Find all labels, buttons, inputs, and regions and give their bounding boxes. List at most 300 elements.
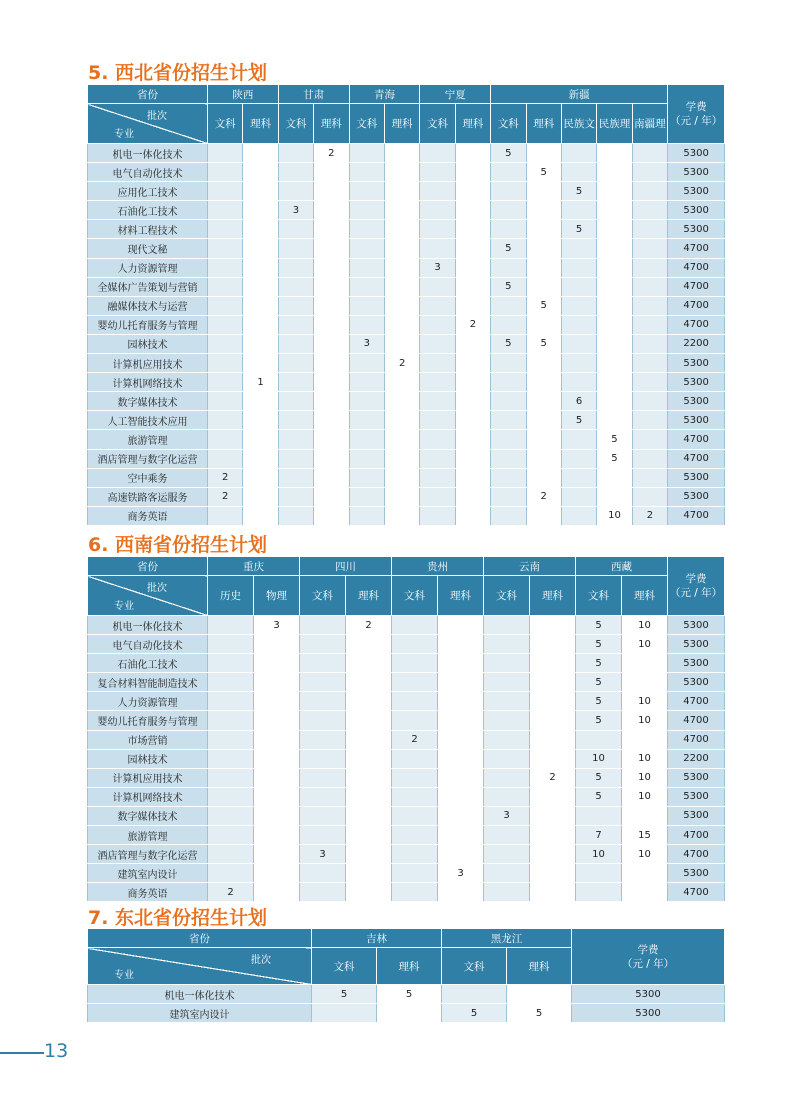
quota-cell bbox=[243, 411, 278, 430]
quota-cell: 5 bbox=[576, 673, 622, 692]
quota-cell bbox=[243, 468, 278, 487]
quota-cell bbox=[384, 334, 419, 353]
quota-cell bbox=[346, 635, 392, 654]
quota-cell bbox=[384, 411, 419, 430]
quota-cell bbox=[392, 845, 438, 864]
table-row bbox=[88, 883, 725, 902]
province-header-row bbox=[88, 557, 725, 576]
table-row bbox=[88, 392, 725, 411]
quota-cell bbox=[597, 220, 632, 239]
quota-cell bbox=[208, 144, 243, 163]
quota-cell bbox=[300, 768, 346, 787]
quota-cell bbox=[243, 220, 278, 239]
quota-cell: 5 bbox=[597, 449, 632, 468]
province-header: 云南 bbox=[484, 557, 576, 576]
quota-cell bbox=[561, 468, 596, 487]
quota-cell bbox=[254, 730, 300, 749]
quota-cell bbox=[632, 315, 667, 334]
quota-cell: 10 bbox=[622, 711, 668, 730]
quota-cell bbox=[346, 654, 392, 673]
table-row bbox=[88, 826, 725, 845]
quota-cell: 5 bbox=[561, 220, 596, 239]
major-name: 机电一体化技术 bbox=[88, 144, 208, 163]
quota-cell: 10 bbox=[622, 616, 668, 635]
quota-cell bbox=[442, 985, 507, 1004]
major-name: 机电一体化技术 bbox=[88, 616, 208, 635]
subject-header: 文科 bbox=[392, 576, 438, 616]
province-header: 黑龙江 bbox=[442, 929, 572, 948]
province-header-row bbox=[88, 929, 725, 948]
tuition-unit: （元 / 年） bbox=[669, 587, 723, 599]
quota-cell bbox=[254, 749, 300, 768]
quota-cell bbox=[420, 468, 455, 487]
quota-cell bbox=[455, 296, 490, 315]
quota-cell: 2 bbox=[455, 315, 490, 334]
quota-cell: 5 bbox=[526, 296, 561, 315]
subject-header: 文科 bbox=[491, 104, 526, 144]
table-row bbox=[88, 845, 725, 864]
table-row bbox=[88, 864, 725, 883]
northeast-plan-table bbox=[87, 928, 725, 1023]
quota-cell bbox=[208, 806, 254, 825]
tuition-cell: 5300 bbox=[668, 806, 725, 825]
section-title-southwest: 6. 西南省份招生计划 bbox=[88, 534, 268, 556]
quota-cell bbox=[392, 768, 438, 787]
quota-cell bbox=[491, 449, 526, 468]
tuition-cell: 5300 bbox=[668, 411, 725, 430]
quota-cell bbox=[420, 201, 455, 220]
quota-cell bbox=[314, 392, 349, 411]
quota-cell bbox=[530, 635, 576, 654]
quota-cell bbox=[484, 635, 530, 654]
major-name: 石油化工技术 bbox=[88, 654, 208, 673]
quota-cell bbox=[392, 864, 438, 883]
quota-cell bbox=[208, 654, 254, 673]
quota-cell bbox=[526, 430, 561, 449]
subject-header: 文科 bbox=[312, 948, 377, 985]
quota-cell bbox=[346, 711, 392, 730]
quota-cell bbox=[597, 277, 632, 296]
province-header: 甘肃 bbox=[278, 85, 349, 104]
quota-cell bbox=[632, 411, 667, 430]
quota-cell bbox=[632, 296, 667, 315]
quota-cell: 3 bbox=[349, 334, 384, 353]
quota-cell bbox=[561, 334, 596, 353]
quota-cell: 5 bbox=[526, 334, 561, 353]
quota-cell bbox=[530, 616, 576, 635]
quota-cell bbox=[384, 277, 419, 296]
province-header: 陕西 bbox=[208, 85, 279, 104]
major-name: 融媒体技术与运营 bbox=[88, 296, 208, 315]
quota-cell bbox=[278, 163, 313, 182]
province-header: 重庆 bbox=[208, 557, 300, 576]
quota-cell bbox=[300, 673, 346, 692]
major-name: 数字媒体技术 bbox=[88, 806, 208, 825]
major-name: 材料工程技术 bbox=[88, 220, 208, 239]
quota-cell: 2 bbox=[632, 506, 667, 525]
quota-cell bbox=[254, 768, 300, 787]
quota-cell bbox=[278, 468, 313, 487]
quota-cell bbox=[392, 826, 438, 845]
quota-cell bbox=[254, 864, 300, 883]
table-row bbox=[88, 277, 725, 296]
quota-cell bbox=[526, 182, 561, 201]
quota-cell bbox=[392, 635, 438, 654]
quota-cell bbox=[392, 711, 438, 730]
quota-cell: 10 bbox=[622, 635, 668, 654]
quota-cell bbox=[254, 806, 300, 825]
province-header: 贵州 bbox=[392, 557, 484, 576]
quota-cell bbox=[632, 220, 667, 239]
quota-cell bbox=[420, 487, 455, 506]
quota-cell bbox=[526, 239, 561, 258]
major-name: 全媒体广告策划与营销 bbox=[88, 277, 208, 296]
quota-cell bbox=[208, 430, 243, 449]
quota-cell bbox=[208, 616, 254, 635]
quota-cell bbox=[349, 373, 384, 392]
major-name: 酒店管理与数字化运营 bbox=[88, 845, 208, 864]
quota-cell bbox=[491, 373, 526, 392]
quota-cell: 5 bbox=[576, 635, 622, 654]
quota-cell bbox=[349, 258, 384, 277]
quota-cell bbox=[491, 506, 526, 525]
major-name: 商务英语 bbox=[88, 883, 208, 902]
quota-cell bbox=[349, 201, 384, 220]
quota-cell bbox=[349, 468, 384, 487]
quota-cell: 3 bbox=[484, 806, 530, 825]
quota-cell: 5 bbox=[576, 692, 622, 711]
quota-cell: 5 bbox=[491, 334, 526, 353]
province-header: 四川 bbox=[300, 557, 392, 576]
quota-cell bbox=[278, 239, 313, 258]
batch-label: 批次 bbox=[147, 583, 167, 594]
quota-cell: 2 bbox=[526, 487, 561, 506]
quota-cell bbox=[632, 430, 667, 449]
table-row bbox=[88, 334, 725, 353]
quota-cell bbox=[346, 673, 392, 692]
quota-cell: 5 bbox=[442, 1004, 507, 1023]
quota-cell bbox=[491, 354, 526, 373]
quota-cell: 2 bbox=[208, 883, 254, 902]
quota-cell bbox=[491, 487, 526, 506]
subject-header: 物理 bbox=[254, 576, 300, 616]
quota-cell bbox=[278, 449, 313, 468]
major-name: 高速铁路客运服务 bbox=[88, 487, 208, 506]
quota-cell bbox=[384, 315, 419, 334]
quota-cell: 10 bbox=[576, 845, 622, 864]
tuition-cell: 4700 bbox=[668, 883, 725, 902]
quota-cell: 2 bbox=[346, 616, 392, 635]
quota-cell: 5 bbox=[561, 182, 596, 201]
quota-cell bbox=[597, 468, 632, 487]
quota-cell bbox=[530, 883, 576, 902]
tuition-cell: 4700 bbox=[668, 430, 725, 449]
quota-cell bbox=[455, 354, 490, 373]
major-name: 建筑室内设计 bbox=[88, 864, 208, 883]
quota-cell bbox=[455, 277, 490, 296]
table-row bbox=[88, 449, 725, 468]
quota-cell bbox=[208, 692, 254, 711]
quota-cell bbox=[491, 163, 526, 182]
quota-cell bbox=[300, 749, 346, 768]
quota-cell bbox=[455, 334, 490, 353]
major-name: 计算机网络技术 bbox=[88, 373, 208, 392]
quota-cell bbox=[484, 711, 530, 730]
quota-cell bbox=[530, 864, 576, 883]
subject-header: 文科 bbox=[300, 576, 346, 616]
quota-cell bbox=[346, 730, 392, 749]
quota-cell bbox=[208, 239, 243, 258]
province-header: 宁夏 bbox=[420, 85, 491, 104]
quota-cell bbox=[314, 258, 349, 277]
quota-cell: 10 bbox=[622, 845, 668, 864]
table-row bbox=[88, 616, 725, 635]
quota-cell bbox=[243, 163, 278, 182]
quota-cell bbox=[278, 220, 313, 239]
quota-cell bbox=[314, 430, 349, 449]
major-name: 计算机网络技术 bbox=[88, 787, 208, 806]
quota-cell bbox=[243, 506, 278, 525]
quota-cell: 5 bbox=[576, 711, 622, 730]
quota-cell bbox=[561, 506, 596, 525]
quota-cell bbox=[208, 201, 243, 220]
quota-cell bbox=[254, 635, 300, 654]
quota-cell: 7 bbox=[576, 826, 622, 845]
quota-cell bbox=[420, 334, 455, 353]
quota-cell bbox=[632, 163, 667, 182]
quota-cell: 2 bbox=[530, 768, 576, 787]
table-row bbox=[88, 182, 725, 201]
quota-cell bbox=[526, 220, 561, 239]
tuition-cell: 4700 bbox=[668, 506, 725, 525]
quota-cell: 5 bbox=[576, 787, 622, 806]
quota-cell bbox=[314, 373, 349, 392]
province-label: 省份 bbox=[88, 557, 208, 576]
quota-cell bbox=[420, 163, 455, 182]
quota-cell bbox=[208, 730, 254, 749]
quota-cell bbox=[208, 787, 254, 806]
quota-cell: 10 bbox=[597, 506, 632, 525]
quota-cell bbox=[243, 392, 278, 411]
quota-cell: 5 bbox=[491, 144, 526, 163]
quota-cell bbox=[530, 845, 576, 864]
table-row bbox=[88, 768, 725, 787]
quota-cell bbox=[622, 883, 668, 902]
table-row bbox=[88, 1004, 725, 1023]
major-name: 旅游管理 bbox=[88, 826, 208, 845]
page-number: 13 bbox=[44, 1040, 69, 1062]
quota-cell bbox=[254, 654, 300, 673]
quota-cell bbox=[632, 182, 667, 201]
quota-cell: 6 bbox=[561, 392, 596, 411]
quota-cell bbox=[420, 182, 455, 201]
quota-cell bbox=[597, 315, 632, 334]
quota-cell bbox=[526, 144, 561, 163]
quota-cell bbox=[314, 163, 349, 182]
batch-label: 批次 bbox=[251, 955, 271, 966]
quota-cell bbox=[622, 864, 668, 883]
major-name: 空中乘务 bbox=[88, 468, 208, 487]
quota-cell bbox=[384, 239, 419, 258]
quota-cell bbox=[530, 692, 576, 711]
quota-cell bbox=[208, 768, 254, 787]
quota-cell bbox=[597, 392, 632, 411]
quota-cell: 2 bbox=[384, 354, 419, 373]
quota-cell bbox=[349, 296, 384, 315]
tuition-cell: 5300 bbox=[668, 182, 725, 201]
quota-cell: 5 bbox=[491, 277, 526, 296]
table-row bbox=[88, 258, 725, 277]
quota-cell bbox=[243, 487, 278, 506]
quota-cell bbox=[384, 392, 419, 411]
quota-cell bbox=[484, 883, 530, 902]
quota-cell bbox=[384, 163, 419, 182]
quota-cell bbox=[597, 239, 632, 258]
quota-cell bbox=[278, 487, 313, 506]
tuition-cell: 5300 bbox=[668, 354, 725, 373]
quota-cell bbox=[484, 692, 530, 711]
batch-major-corner bbox=[88, 104, 208, 144]
quota-cell bbox=[300, 806, 346, 825]
quota-cell bbox=[455, 468, 490, 487]
quota-cell bbox=[346, 845, 392, 864]
section-title-northwest: 5. 西北省份招生计划 bbox=[88, 62, 268, 84]
quota-cell bbox=[561, 277, 596, 296]
quota-cell bbox=[243, 449, 278, 468]
quota-cell bbox=[526, 506, 561, 525]
tuition-cell: 4700 bbox=[668, 845, 725, 864]
quota-cell bbox=[455, 258, 490, 277]
quota-cell bbox=[597, 354, 632, 373]
quota-cell bbox=[243, 182, 278, 201]
tuition-unit: （元 / 年） bbox=[670, 115, 723, 127]
major-name: 石油化工技术 bbox=[88, 201, 208, 220]
tuition-cell: 5300 bbox=[668, 220, 725, 239]
subject-header: 文科 bbox=[576, 576, 622, 616]
quota-cell bbox=[455, 392, 490, 411]
quota-cell bbox=[420, 506, 455, 525]
quota-cell bbox=[243, 354, 278, 373]
tuition-cell: 5300 bbox=[668, 616, 725, 635]
province-header: 新疆 bbox=[491, 85, 668, 104]
quota-cell bbox=[597, 201, 632, 220]
quota-cell bbox=[278, 354, 313, 373]
batch-major-corner bbox=[88, 576, 208, 616]
subject-header: 南疆理 bbox=[632, 104, 667, 144]
quota-cell bbox=[208, 826, 254, 845]
quota-cell bbox=[622, 730, 668, 749]
quota-cell bbox=[254, 845, 300, 864]
quota-cell bbox=[438, 845, 484, 864]
quota-cell bbox=[507, 985, 572, 1004]
quota-cell: 5 bbox=[526, 163, 561, 182]
quota-cell bbox=[384, 201, 419, 220]
tuition-cell: 5300 bbox=[668, 201, 725, 220]
tuition-cell: 5300 bbox=[668, 635, 725, 654]
major-name: 机电一体化技术 bbox=[88, 985, 312, 1004]
quota-cell: 10 bbox=[622, 692, 668, 711]
table-row bbox=[88, 487, 725, 506]
major-name: 商务英语 bbox=[88, 506, 208, 525]
quota-cell bbox=[300, 864, 346, 883]
page-number-rule bbox=[0, 1052, 44, 1054]
quota-cell bbox=[484, 768, 530, 787]
subject-header: 理科 bbox=[346, 576, 392, 616]
quota-cell bbox=[526, 201, 561, 220]
tuition-cell: 5300 bbox=[572, 985, 725, 1004]
quota-cell bbox=[254, 883, 300, 902]
quota-cell bbox=[377, 1004, 442, 1023]
quota-cell bbox=[278, 430, 313, 449]
table-row bbox=[88, 673, 725, 692]
quota-cell bbox=[561, 373, 596, 392]
province-header: 西藏 bbox=[576, 557, 668, 576]
quota-cell bbox=[561, 354, 596, 373]
quota-cell bbox=[312, 1004, 377, 1023]
quota-cell bbox=[384, 468, 419, 487]
quota-cell bbox=[420, 239, 455, 258]
major-name: 市场营销 bbox=[88, 730, 208, 749]
table-row bbox=[88, 239, 725, 258]
quota-cell bbox=[491, 296, 526, 315]
quota-cell bbox=[392, 616, 438, 635]
table-row bbox=[88, 985, 725, 1004]
subject-header: 文科 bbox=[442, 948, 507, 985]
quota-cell bbox=[314, 277, 349, 296]
quota-cell bbox=[278, 411, 313, 430]
subject-header: 文科 bbox=[420, 104, 455, 144]
quota-cell bbox=[491, 430, 526, 449]
quota-cell bbox=[208, 673, 254, 692]
quota-cell bbox=[632, 449, 667, 468]
table-row bbox=[88, 711, 725, 730]
quota-cell bbox=[561, 201, 596, 220]
quota-cell bbox=[484, 654, 530, 673]
quota-cell bbox=[438, 787, 484, 806]
quota-cell bbox=[438, 768, 484, 787]
quota-cell bbox=[384, 430, 419, 449]
quota-cell bbox=[346, 883, 392, 902]
quota-cell bbox=[300, 635, 346, 654]
quota-cell: 5 bbox=[491, 239, 526, 258]
quota-cell bbox=[491, 258, 526, 277]
tuition-label: 学费 bbox=[685, 573, 707, 585]
province-label: 省份 bbox=[88, 929, 312, 948]
subject-header: 理科 bbox=[530, 576, 576, 616]
quota-cell bbox=[420, 220, 455, 239]
quota-cell bbox=[530, 730, 576, 749]
tuition-cell: 5300 bbox=[668, 468, 725, 487]
quota-cell bbox=[208, 449, 243, 468]
quota-cell bbox=[420, 411, 455, 430]
province-header-row bbox=[88, 85, 725, 104]
major-name: 建筑室内设计 bbox=[88, 1004, 312, 1023]
quota-cell bbox=[208, 277, 243, 296]
tuition-cell: 5300 bbox=[668, 654, 725, 673]
quota-cell bbox=[526, 277, 561, 296]
table-row bbox=[88, 144, 725, 163]
quota-cell bbox=[349, 354, 384, 373]
tuition-cell: 5300 bbox=[668, 392, 725, 411]
quota-cell bbox=[346, 749, 392, 768]
table-row bbox=[88, 806, 725, 825]
quota-cell bbox=[491, 315, 526, 334]
quota-cell bbox=[208, 411, 243, 430]
major-name: 现代文秘 bbox=[88, 239, 208, 258]
quota-cell bbox=[300, 883, 346, 902]
quota-cell bbox=[392, 673, 438, 692]
quota-cell bbox=[384, 182, 419, 201]
